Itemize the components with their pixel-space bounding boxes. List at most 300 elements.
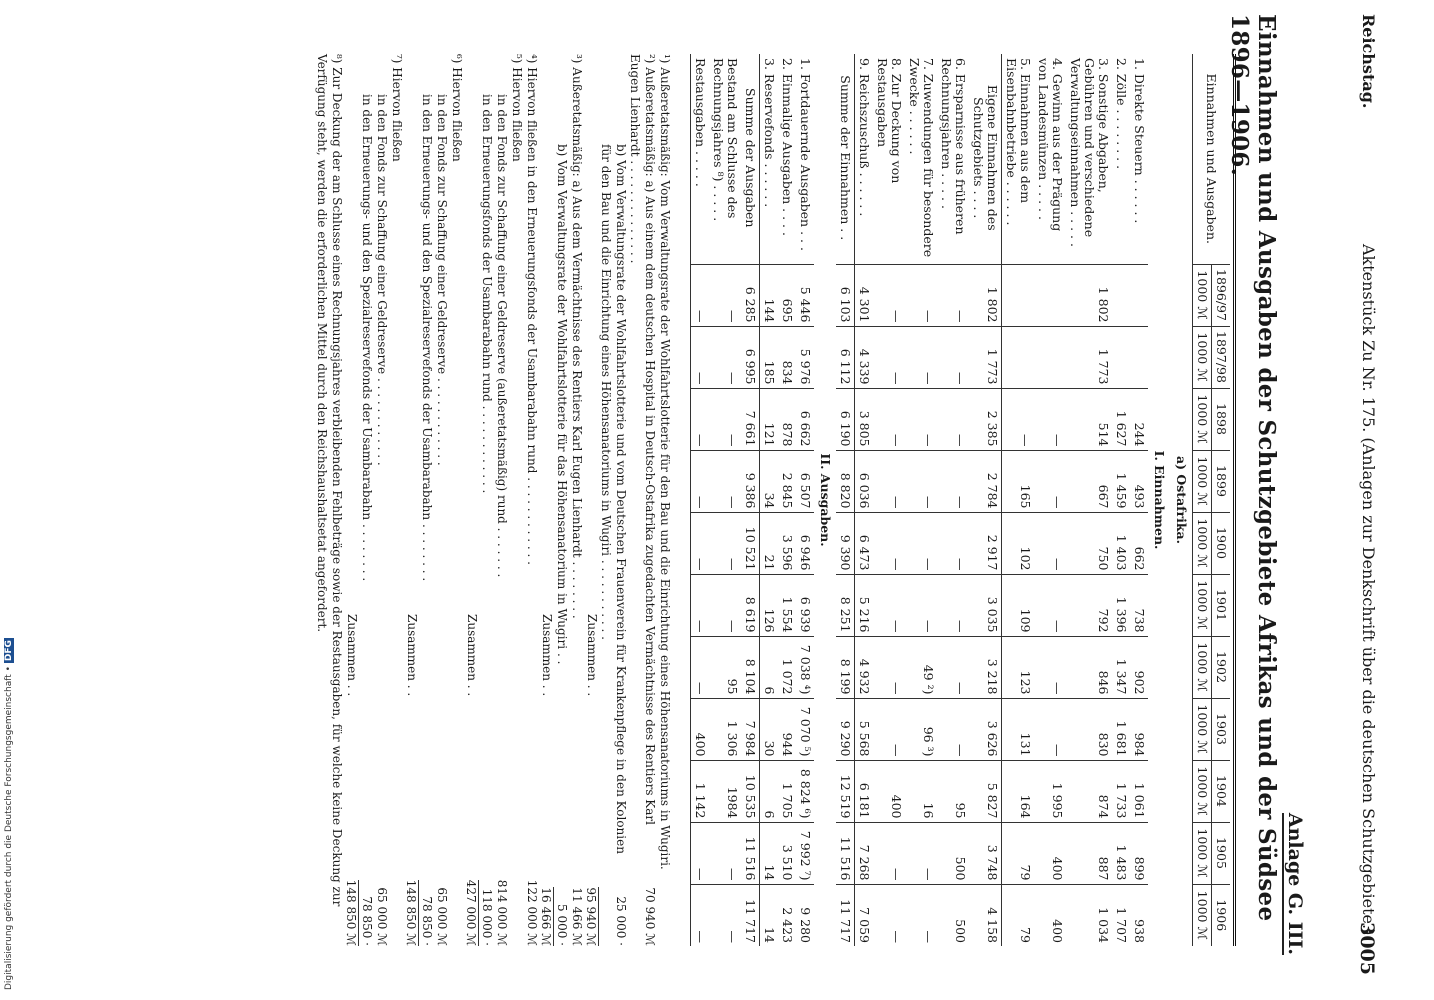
row-label: 5. Einnahmen aus dem Eisenbahnbetriebe . . . . . . <box>1002 54 1035 264</box>
table-cell: 185 <box>760 326 779 388</box>
table-cell: 944 <box>778 698 796 760</box>
table-cell: 1 707 <box>1114 907 1129 943</box>
table-row <box>1002 54 1035 946</box>
table-cell: 8 199 <box>836 636 855 698</box>
table-cell: 6 507 <box>796 450 814 512</box>
table-cell <box>1112 326 1130 388</box>
footnote-amount: 5 000 · <box>555 904 569 946</box>
table-cell: 1 802 <box>969 264 1002 326</box>
table-cell: — <box>873 574 905 636</box>
year-header: 1899 <box>1212 450 1231 512</box>
unit-header: 1000 ℳ <box>1193 822 1212 884</box>
table-cell: — <box>937 698 969 760</box>
label-header: Einnahmen und Ausgaben. <box>1193 54 1231 264</box>
table-cell: 7 268 <box>855 822 874 884</box>
table-cell: 6 <box>760 636 779 698</box>
footnote-text: Zusammen . . <box>465 614 479 697</box>
table-cell: 4 301 <box>855 264 874 326</box>
unit-header: 1000 ℳ <box>1193 326 1212 388</box>
table-cell: — <box>889 930 904 943</box>
table-cell: 3 596 <box>778 512 796 574</box>
table-cell: 165 <box>1002 450 1035 512</box>
table-cell: 10 535 <box>741 760 760 822</box>
section-expenses-heading-label: II. Ausgaben. <box>818 453 833 547</box>
table-cell: — <box>905 326 937 388</box>
table-cell: — <box>873 388 905 450</box>
digitization-credit-text: Digitalisierung gefördert durch die Deutsche Forschungsgemeinschaft • <box>4 666 14 990</box>
footnote-amount: 148 850 ℳ <box>344 879 358 946</box>
table-cell: 899 <box>1130 822 1148 884</box>
top-rule <box>1233 54 1236 946</box>
row-label: 8. Zur Deckung von Restausgaben <box>873 54 905 264</box>
running-head <box>1352 4 1392 989</box>
table-cell: — <box>709 574 741 636</box>
table-cell: 874 <box>1066 760 1112 822</box>
unit-header: 1000 ℳ <box>1193 450 1212 512</box>
footnote-text: b) Vom Verwaltungsrate der Wohlfahrtslotterie für das Höhensanatorium in Wugiri . . <box>555 144 569 665</box>
table-cell: 11 516 <box>836 822 855 884</box>
table-cell <box>1112 264 1130 326</box>
unit-header: 1000 ℳ <box>1193 264 1212 326</box>
footnote <box>359 54 374 946</box>
table-cell <box>1130 264 1148 326</box>
footnote <box>569 54 584 946</box>
table-cell: — <box>691 388 710 450</box>
table-cell: 10 521 <box>741 512 760 574</box>
table-cell: — <box>937 264 969 326</box>
footnote-text: ⁴) Hiervon fließen in den Erneuerungsfonds der Usambarabahn rund . . . . . . . . . . . . <box>525 54 539 565</box>
table-cell: 2 385 <box>969 388 1002 450</box>
section-income-heading <box>1148 54 1170 946</box>
table-cell: 5 827 <box>969 760 1002 822</box>
table-cell: — <box>873 822 905 884</box>
footnote-amount: 118 000 · <box>480 888 494 946</box>
footnote-text: Zusammen . . <box>345 614 359 697</box>
table-cell: — <box>1034 698 1066 760</box>
table-cell: 79 <box>1002 822 1035 884</box>
table-cell: 1 705 <box>778 760 796 822</box>
table-cell: 738 <box>1130 574 1148 636</box>
table-cell: 6 939 <box>796 574 814 636</box>
footnote-text: in den Erneuerungsfonds der Usambarabahn rund . . . . . . . . . . . . <box>480 94 494 494</box>
table-cell: — <box>937 574 969 636</box>
page-title: Einnahmen und Ausgaben der Schutzgebiete Afrikas und der Südsee 1896—1906. <box>1226 14 1280 922</box>
row-label: 6. Ersparnisse aus früheren Rechnungsjahren . . . . . <box>937 54 969 264</box>
table-cell: — <box>709 264 741 326</box>
unit-header: 1000 ℳ <box>1193 884 1212 946</box>
table-cell: — <box>709 822 741 884</box>
footnote-text: ³) Außeretatsmäßig: a) Aus dem Vermächtnisse des Rentiers Karl Eugen Lienhardt . . . . . . . . <box>570 54 584 619</box>
table-cell: 6 473 <box>855 512 874 574</box>
footnote-text: ⁷) Hiervon fließen <box>390 54 404 162</box>
table-cell: 12 519 <box>836 760 855 822</box>
year-header: 1897/98 <box>1212 326 1231 388</box>
page-number: 3005 <box>1356 922 1378 975</box>
unit-header: 1000 ℳ <box>1193 388 1212 450</box>
year-header: 1900 <box>1212 512 1231 574</box>
table-cell: 400 <box>1050 919 1065 943</box>
table-cell: 2 845 <box>778 450 796 512</box>
footnote-text: in den Erneuerungs- und den Spezialreservefonds der Usambarabahn . . . . . . . . <box>360 94 374 582</box>
table-cell: — <box>691 264 710 326</box>
table-cell: 1 773 <box>1066 326 1112 388</box>
table-cell: — <box>691 574 710 636</box>
year-header: 1898 <box>1212 388 1231 450</box>
table-cell: 1 061 <box>1130 760 1148 822</box>
table-cell: 834 <box>778 326 796 388</box>
table-cell: 493 <box>1130 450 1148 512</box>
table-cell: 662 <box>1130 512 1148 574</box>
table-cell: — <box>905 450 937 512</box>
table-cell: 3 218 <box>969 636 1002 698</box>
footnote-amount: 70 940 ℳ <box>643 887 657 946</box>
row-label: 4. Gewinn aus der Prägung von Landesmünzen . . . . . <box>1034 54 1066 264</box>
table-cell: 8 619 <box>741 574 760 636</box>
row-label: Summe der Einnahmen . . <box>836 54 855 264</box>
table-cell: 8 820 <box>836 450 855 512</box>
table-row <box>1112 54 1130 946</box>
table-cell: 7 038 ⁴) <box>796 636 814 698</box>
table-cell: 6 181 <box>855 760 874 822</box>
footnote-text: b) Vom Verwaltungsrate der Wohlfahrtslotterie und vom Deutschen Frauenverein für Krankenpflege in den Kolonien für den Bau und die Einrichtung eines Höhensanatoriums in Wugiri . . . . . . . . . . . <box>599 144 628 854</box>
footnote <box>434 54 449 946</box>
table-cell: 6 112 <box>836 326 855 388</box>
table-row <box>873 54 905 946</box>
table-cell: 1 306 <box>709 698 741 760</box>
table-cell: 1 483 <box>1112 822 1130 884</box>
unit-header: 1000 ℳ <box>1193 760 1212 822</box>
footnote <box>449 54 464 946</box>
footnote-text: ⁵) Hiervon fließen <box>510 54 524 162</box>
table-cell: — <box>905 264 937 326</box>
table-cell: 1 142 <box>691 760 710 822</box>
table-cell: 8 251 <box>836 574 855 636</box>
table-cell: 102 <box>1002 512 1035 574</box>
table-cell: 1 072 <box>778 636 796 698</box>
table-cell: 5 446 <box>796 264 814 326</box>
table-cell <box>1034 326 1066 388</box>
table-cell <box>1002 326 1035 388</box>
dfg-logo: DFG <box>4 640 14 662</box>
footnote <box>315 54 344 946</box>
row-label: 2. Zölle . . . . . . . . <box>1112 54 1130 264</box>
table-row <box>760 54 779 946</box>
table-cell: 7 070 ⁵) <box>796 698 814 760</box>
table-cell: 400 <box>1034 822 1066 884</box>
footnote-amount: 25 000 · <box>614 896 628 946</box>
table-cell: 830 <box>1066 698 1112 760</box>
table-cell: 7 992 ⁷) <box>796 822 814 884</box>
table-cell: 11 516 <box>741 822 760 884</box>
footnote-amount: 16 466 ℳ <box>539 887 553 946</box>
table-cell: — <box>1034 512 1066 574</box>
table-cell: 500 <box>953 919 968 943</box>
footnote <box>657 54 672 946</box>
table-cell: 1 681 <box>1112 698 1130 760</box>
footnote-text: Zusammen . . <box>585 614 599 697</box>
table-cell: 1 347 <box>1112 636 1130 698</box>
table-cell: 3 035 <box>969 574 1002 636</box>
table-cell: — <box>709 450 741 512</box>
year-header: 1904 <box>1212 760 1231 822</box>
footnote <box>374 54 389 946</box>
table-cell: — <box>1034 450 1066 512</box>
table-cell: 9 390 <box>836 512 855 574</box>
row-label: 7. Zuwendungen für besondere Zwecke . . . . . . <box>905 54 937 264</box>
table-cell: 34 <box>760 450 779 512</box>
year-header: 1902 <box>1212 636 1231 698</box>
footnote-amount: 814 000 ℳ <box>495 879 509 946</box>
table-row <box>905 54 937 946</box>
footnote-text: in den Erneuerungs- und den Spezialreservefonds der Usambarabahn . . . . . . . . <box>420 94 434 582</box>
table-cell: 1 733 <box>1112 760 1130 822</box>
row-label: 3. Sonstige Abgaben, Gebühren und verschiedene Verwaltungseinnahmen . . . . . <box>1066 54 1112 264</box>
row-label: 9. Reichszuschuß . . . . . . <box>855 54 874 264</box>
table-cell: 9 280 <box>798 907 813 943</box>
table-cell: 49 ²) <box>905 636 937 698</box>
table-cell: 109 <box>1002 574 1035 636</box>
table-cell: — <box>691 884 710 946</box>
table-cell: — <box>937 636 969 698</box>
table-cell: — <box>691 636 710 698</box>
table-cell: — <box>905 388 937 450</box>
footnote <box>628 54 657 946</box>
table-row <box>836 54 855 946</box>
table-cell: 9 386 <box>741 450 760 512</box>
table-cell: 123 <box>1002 636 1035 698</box>
table-cell: — <box>691 822 710 884</box>
rotated-document-page <box>62 4 1392 989</box>
table-cell: — <box>873 450 905 512</box>
running-head-left: Reichstag. <box>1359 14 1378 109</box>
footnote-text: in den Fonds zur Schaffung einer Geldreserve . . . . . . . . . . . . <box>435 94 449 466</box>
table-cell: 750 <box>1066 512 1112 574</box>
section-income-heading-label: I. Einnahmen. <box>1152 450 1167 550</box>
region-heading <box>1170 54 1193 946</box>
table-cell: 144 <box>760 264 779 326</box>
table-row <box>937 54 969 946</box>
table-cell: 878 <box>778 388 796 450</box>
table-cell: 7 059 <box>857 907 872 943</box>
table-cell: — <box>873 698 905 760</box>
row-label: Restausgaben . . . . . <box>691 54 710 264</box>
table-cell: 6 285 <box>741 264 760 326</box>
running-head-center: Aktenstück Zu Nr. 175. (Anlagen zur Denkschrift über die deutschen Schutzgebiete.) <box>1359 244 1378 936</box>
table-cell: 667 <box>1066 450 1112 512</box>
table-cell: — <box>1034 388 1066 450</box>
table-cell: 5 976 <box>796 326 814 388</box>
table-cell: 4 932 <box>855 636 874 698</box>
table-cell: 1 802 <box>1066 264 1112 326</box>
row-label: Eigene Einnahmen des Schutzgebiets . . . . <box>969 54 1002 264</box>
table-cell: 1 403 <box>1112 512 1130 574</box>
footnote-text: Zusammen . . <box>405 614 419 697</box>
row-label: Summe der Ausgaben <box>741 54 760 264</box>
table-cell: — <box>921 930 936 943</box>
finance-table <box>690 54 1230 946</box>
table-cell: 6 190 <box>836 388 855 450</box>
table-cell: — <box>691 512 710 574</box>
footnote-text: Zusammen . . <box>540 614 554 697</box>
footnote-text: ¹) Außeretatsmäßig: Vom Verwaltungsrate der Wohlfahrtslotterie für den Bau und die Einrichtung eines Höhensanatoriums in Wugiri. <box>658 54 672 870</box>
footnote <box>539 54 554 946</box>
annex-label: Anlage G. III. <box>1284 812 1306 955</box>
table-row <box>741 54 760 946</box>
table-cell: — <box>937 326 969 388</box>
footnote <box>479 54 494 946</box>
footnote-amount: 427 000 ℳ <box>464 879 478 946</box>
footnote-text: ⁶) Hiervon fließen <box>450 54 464 162</box>
unit-header: 1000 ℳ <box>1193 636 1212 698</box>
footnote <box>419 54 434 946</box>
table-row <box>778 54 796 946</box>
footnote <box>494 54 509 946</box>
table-cell: 1 034 <box>1096 907 1111 943</box>
table-cell: 3 626 <box>969 698 1002 760</box>
table-cell: — <box>873 636 905 698</box>
footnotes <box>315 54 672 946</box>
table-cell: 6 946 <box>796 512 814 574</box>
table-cell: 164 <box>1002 760 1035 822</box>
table-cell: 96 ³) <box>905 698 937 760</box>
table-cell: 902 <box>1130 636 1148 698</box>
table-row <box>1034 54 1066 946</box>
section-expenses-heading <box>814 54 836 946</box>
footnote <box>524 54 539 946</box>
table-cell: 4 158 <box>969 884 1002 946</box>
table-cell <box>1002 264 1035 326</box>
table-cell: 1 773 <box>969 326 1002 388</box>
footnote-text: ⁸) Zur Deckung der am Schlusse eines Rechnungsjahres verbleibenden Fehlbeträge sowie der Restausgaben, für welche keine Deckung zur Verfügung steht, werden die erforderlichen Mittel durch den Reichshaushaltsetat angefordert. <box>315 54 344 907</box>
table-cell: 3 805 <box>855 388 874 450</box>
table-cell: 95 <box>709 636 741 698</box>
footnote-text: in den Fonds zur Schaffung einer Geldreserve (außeretatsmäßig) rund . . . . . . . <box>495 94 509 578</box>
table-cell: — <box>873 326 905 388</box>
unit-header: 1000 ℳ <box>1193 512 1212 574</box>
table-cell: 792 <box>1066 574 1112 636</box>
table-cell: 846 <box>1066 636 1112 698</box>
row-label: 3. Reservefonds . . . . . . <box>760 54 779 264</box>
table-cell: 79 <box>1018 927 1033 943</box>
footnote <box>344 54 359 946</box>
table-cell <box>1034 264 1066 326</box>
table-cell: 7 661 <box>741 388 760 450</box>
table-row <box>1066 54 1112 946</box>
footnote-amount: 65 000 ℳ <box>435 887 449 946</box>
table-cell: — <box>937 450 969 512</box>
table-row <box>855 54 874 946</box>
footnote <box>554 54 569 946</box>
table-cell: 695 <box>778 264 796 326</box>
unit-header: 1000 ℳ <box>1193 698 1212 760</box>
table-cell: — <box>873 264 905 326</box>
table-cell: 500 <box>937 822 969 884</box>
table-cell: 126 <box>760 574 779 636</box>
table-cell: 30 <box>760 698 779 760</box>
table-cell: — <box>691 450 710 512</box>
table-cell: 95 <box>937 760 969 822</box>
finance-table-body <box>691 54 1193 946</box>
table-cell: 1 459 <box>1112 450 1130 512</box>
table-cell: — <box>1034 574 1066 636</box>
table-cell: — <box>1002 388 1035 450</box>
table-cell: — <box>691 326 710 388</box>
region-heading-label: a) Ostafrika. <box>1174 456 1189 544</box>
table-cell: 2 917 <box>969 512 1002 574</box>
footnote-text: in den Fonds zur Schaffung einer Geldreserve . . . . . . . . . . . . <box>375 94 389 466</box>
table-cell: 2 784 <box>969 450 1002 512</box>
table-cell: 8 824 ⁶) <box>796 760 814 822</box>
footnote-amount: 78 850 · <box>360 896 374 946</box>
table-cell: 938 <box>1132 919 1147 943</box>
table-row <box>709 54 741 946</box>
table-cell: 5 216 <box>855 574 874 636</box>
table-cell: 8 104 <box>741 636 760 698</box>
unit-header: 1000 ℳ <box>1193 574 1212 636</box>
table-row <box>796 54 814 946</box>
footnote-amount: 78 850 · <box>420 896 434 946</box>
year-header: 1903 <box>1212 698 1231 760</box>
footnote <box>584 54 599 946</box>
table-cell: 1 396 <box>1112 574 1130 636</box>
table-cell: 131 <box>1002 698 1035 760</box>
row-label: 1. Fortdauernde Ausgaben . . . <box>796 54 814 264</box>
table-cell: 6 103 <box>836 264 855 326</box>
row-label: 2. Einmalige Ausgaben . . . . <box>778 54 796 264</box>
table-cell: — <box>937 388 969 450</box>
table-cell: 16 <box>905 760 937 822</box>
year-header: 1905 <box>1212 822 1231 884</box>
table-cell: 6 995 <box>741 326 760 388</box>
table-cell: — <box>905 822 937 884</box>
footnote <box>509 54 524 946</box>
table-cell: 887 <box>1066 822 1112 884</box>
table-cell <box>1130 326 1148 388</box>
table-cell: 1 554 <box>778 574 796 636</box>
table-cell: 14 <box>760 822 779 884</box>
table-cell: 244 <box>1130 388 1148 450</box>
table-cell: — <box>1034 636 1066 698</box>
row-label: Bestand am Schlusse des Rechnungsjahres ⁸) . . . . . <box>709 54 741 264</box>
table-cell: 3 510 <box>778 822 796 884</box>
year-header: 1901 <box>1212 574 1231 636</box>
footnote <box>599 54 628 946</box>
table-cell: — <box>873 512 905 574</box>
table-cell: 1984 <box>709 760 741 822</box>
table-cell: — <box>709 388 741 450</box>
footnote <box>404 54 419 946</box>
table-cell: — <box>905 574 937 636</box>
table-row <box>1130 54 1148 946</box>
table-cell: 21 <box>760 512 779 574</box>
table-cell: 121 <box>760 388 779 450</box>
year-header: 1896/97 <box>1212 264 1231 326</box>
table-cell: 6 662 <box>796 388 814 450</box>
table-cell: — <box>709 326 741 388</box>
footnote-amount: 95 940 ℳ <box>584 887 598 946</box>
table-cell: 400 <box>873 760 905 822</box>
year-header-row <box>1212 54 1231 946</box>
table-cell: — <box>709 512 741 574</box>
table-cell: 4 339 <box>855 326 874 388</box>
footnote-amount: 148 850 ℳ <box>404 879 418 946</box>
table-cell: 7 984 <box>741 698 760 760</box>
table-cell: 6 036 <box>855 450 874 512</box>
table-cell: 2 423 <box>780 907 795 943</box>
footnote <box>464 54 479 946</box>
footnote-amount: 11 466 ℳ <box>570 887 584 946</box>
table-cell: 5 568 <box>855 698 874 760</box>
